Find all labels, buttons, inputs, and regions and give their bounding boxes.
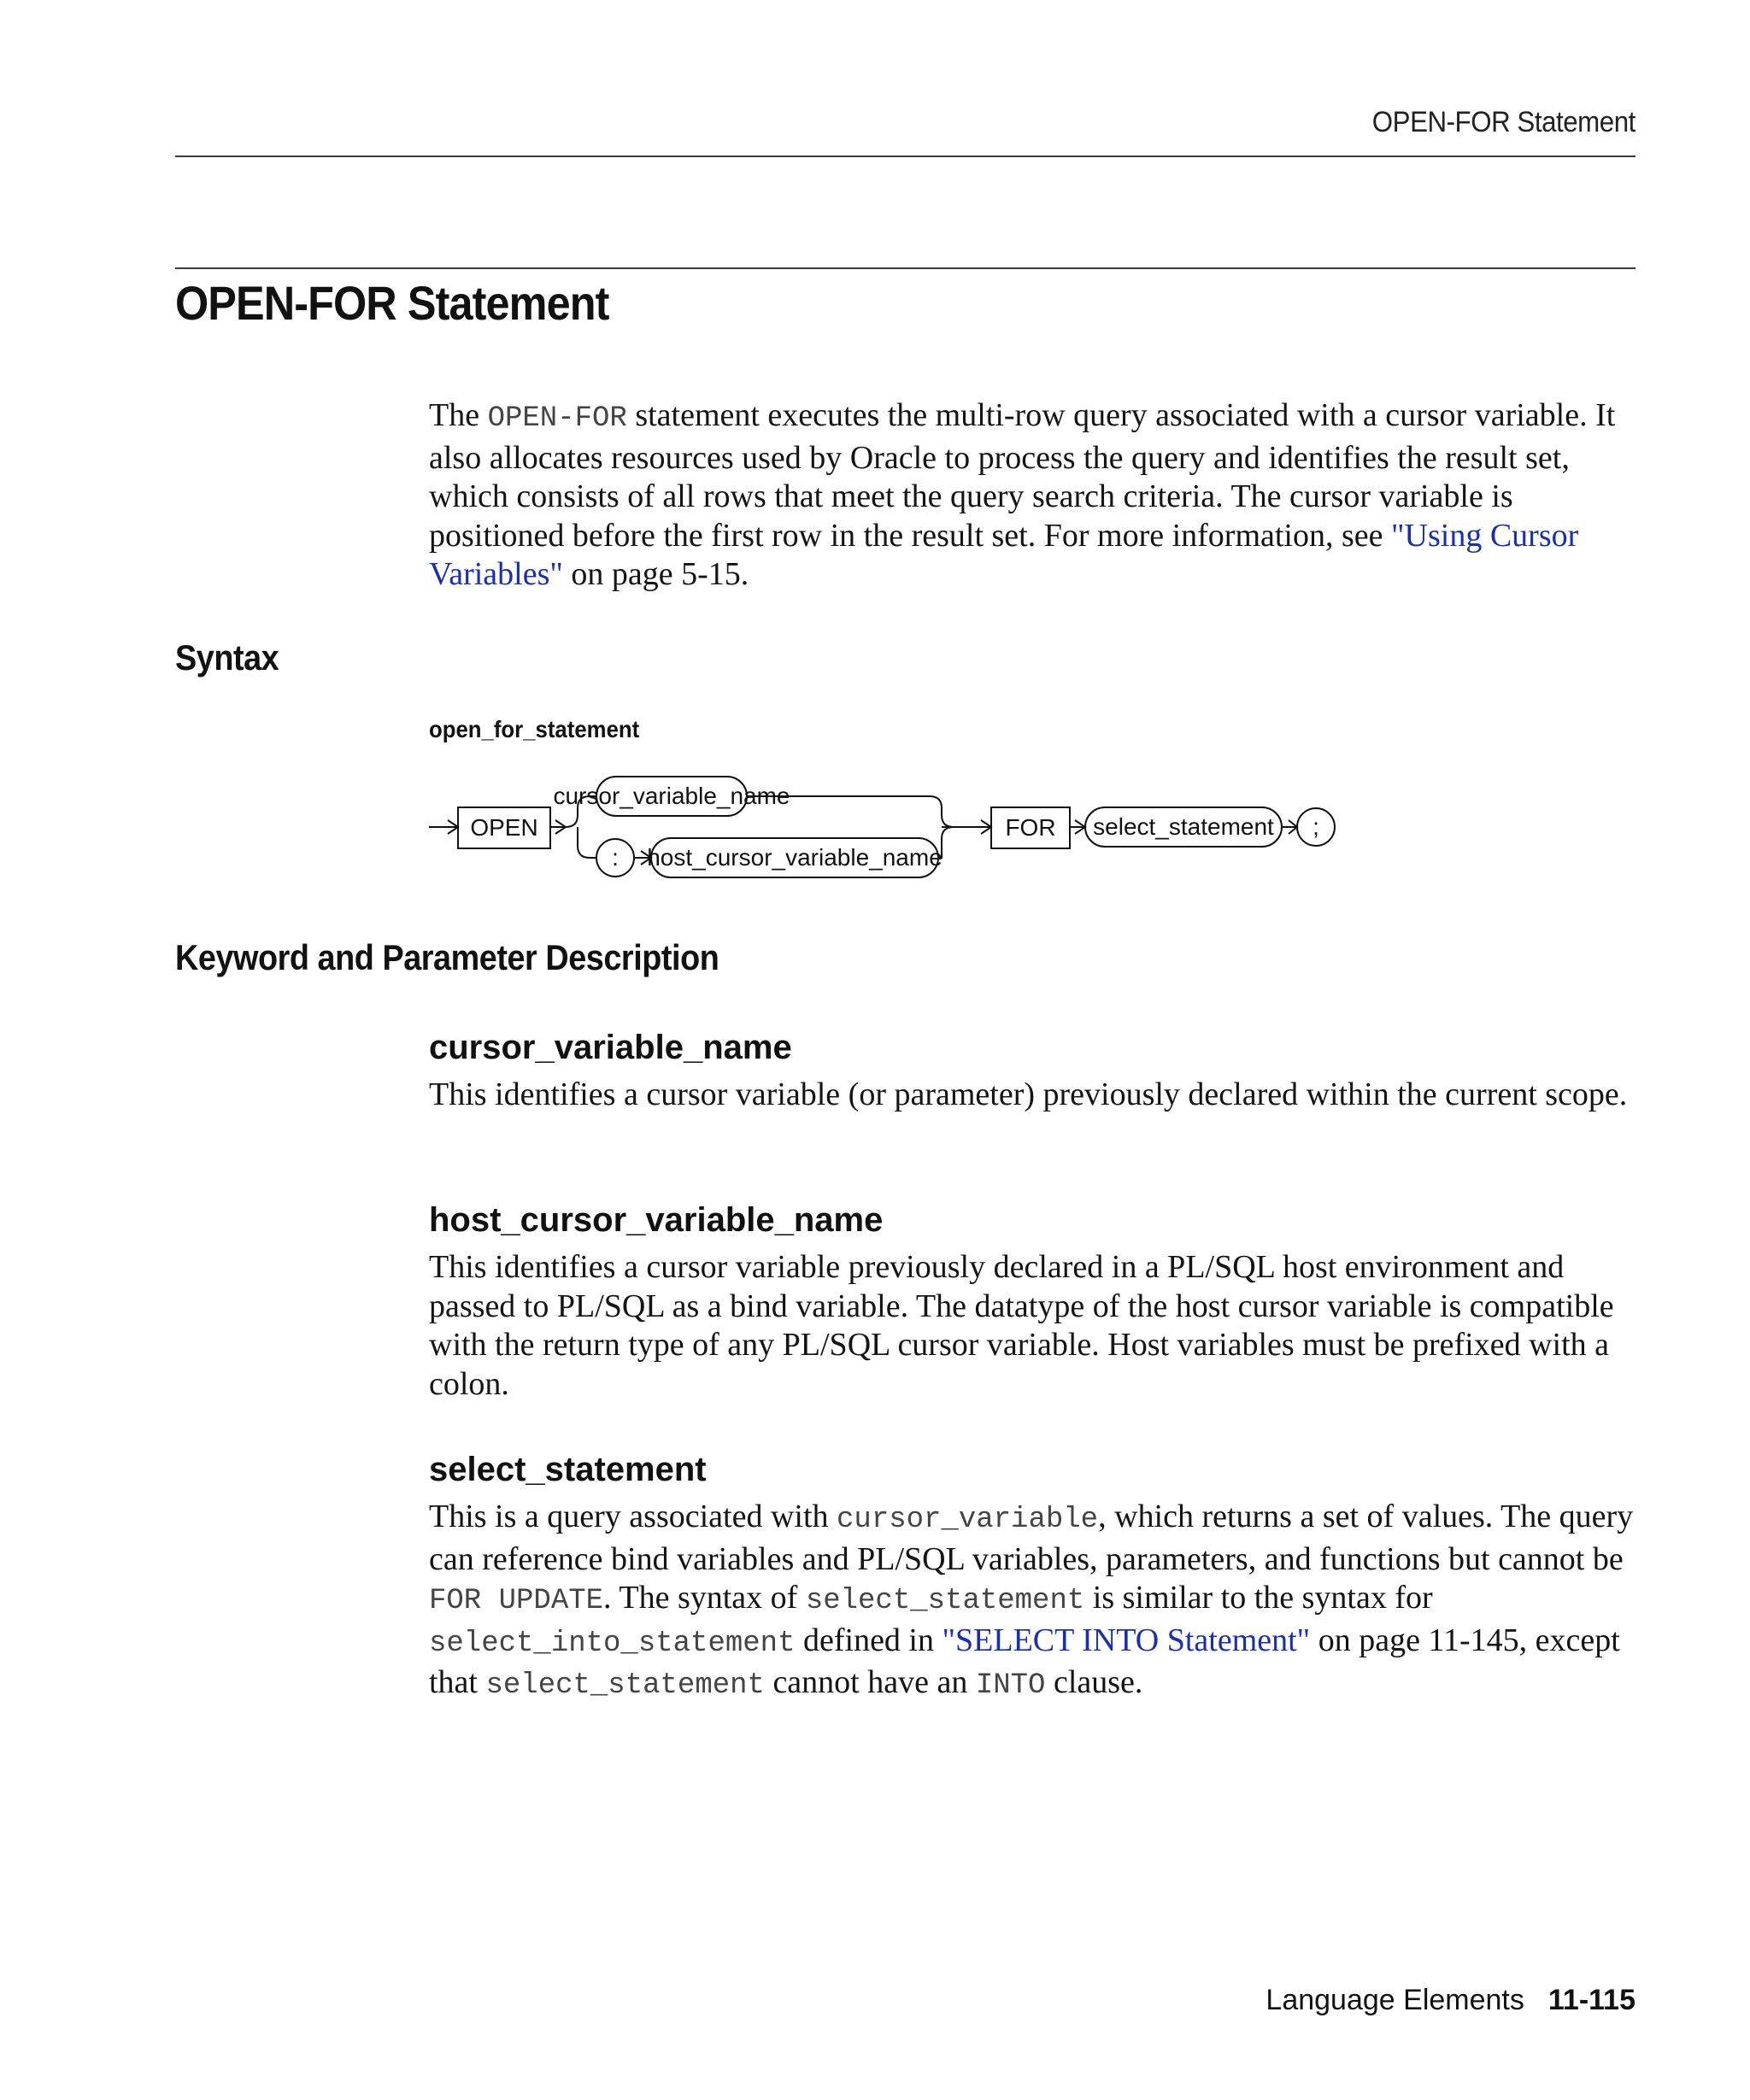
select-desc-code-for-update: FOR UPDATE: [429, 1585, 604, 1618]
select-desc-text-7: cannot have an: [764, 1664, 976, 1701]
syntax-diagram: [419, 760, 1342, 889]
header-rule: [175, 155, 1635, 157]
intro-code-open-for: OPEN-FOR: [487, 402, 627, 435]
select-desc-text-2: , which returns a set of values. The query can reference bind variables and PL/SQL variables, parameters, and functions but cannot be: [429, 1499, 1634, 1577]
select-desc-text-4: is similar to the syntax for: [1084, 1580, 1433, 1616]
select-into-statement-link[interactable]: "SELECT INTO Statement": [942, 1622, 1311, 1658]
diagram-label: open_for_statement: [429, 716, 640, 742]
param-desc-select-statement: [429, 1498, 1642, 1706]
select-desc-code-select-statement-2: select_statement: [485, 1669, 765, 1703]
param-desc-cursor-variable-name: This identifies a cursor variable (or parameter) previously declared within the current scope.: [429, 1076, 1628, 1112]
page-title: OPEN-FOR Statement: [175, 276, 609, 330]
footer-section-name: Language Elements: [1266, 1984, 1524, 2016]
intro-text-2: statement executes the multi-row query associated with a cursor variable. It also allocates resources used by Oracle to process the query and identifies the result set, which consists of all rows that meet the query search criteria. The cursor variable is positioned before the first row in the result set. For more information, see: [429, 397, 1616, 554]
footer-page-number: 11-115: [1547, 1984, 1635, 2016]
diagram-open-keyword: OPEN: [470, 814, 538, 841]
select-desc-code-select-statement: select_statement: [805, 1585, 1085, 1618]
running-header: OPEN-FOR Statement: [1371, 106, 1635, 138]
param-name-host-cursor-variable-name: host_cursor_variable_name: [429, 1201, 884, 1239]
keyword-parameter-heading: Keyword and Parameter Description: [175, 937, 719, 977]
intro-paragraph: [429, 396, 1642, 595]
page-footer: [1266, 1984, 1635, 2017]
title-rule: [175, 267, 1635, 269]
select-desc-text-8: clause.: [1045, 1664, 1143, 1701]
intro-text-3: on page 5-15.: [562, 556, 749, 593]
syntax-heading: Syntax: [175, 637, 279, 678]
param-desc-host-cursor-variable-name: This identifies a cursor variable previously declared in a PL/SQL host environment and passed to PL/SQL as a bind variable. The datatype of the host cursor variable is compatible with the return type of any PL/SQL cursor variable. Host variables must be prefixed with a colon.: [429, 1249, 1614, 1402]
intro-text-1: The: [429, 397, 488, 433]
param-name-cursor-variable-name: cursor_variable_name: [429, 1029, 792, 1066]
param-name-select-statement: select_statement: [429, 1451, 707, 1488]
select-desc-code-into: INTO: [975, 1669, 1046, 1703]
diagram-host-cursor-variable-name: host_cursor_variable_name: [647, 844, 943, 871]
diagram-cursor-variable-name: cursor_variable_name: [553, 783, 790, 809]
diagram-select-statement: select_statement: [1093, 813, 1274, 840]
diagram-semicolon: ;: [1312, 813, 1319, 840]
diagram-colon: :: [612, 844, 619, 871]
diagram-for-keyword: FOR: [1005, 814, 1056, 841]
select-desc-text-1: This is a query associated with: [429, 1499, 837, 1534]
select-desc-code-select-into-statement: select_into_statement: [429, 1627, 796, 1660]
select-desc-text-5: defined in: [795, 1622, 943, 1658]
select-desc-text-6: on page 11-145, except that: [429, 1622, 1620, 1701]
select-desc-code-cursor-variable: cursor_variable: [837, 1504, 1099, 1536]
select-desc-text-3: . The syntax of: [603, 1580, 806, 1616]
using-cursor-variables-link[interactable]: "Using Cursor Variables": [429, 517, 1579, 593]
